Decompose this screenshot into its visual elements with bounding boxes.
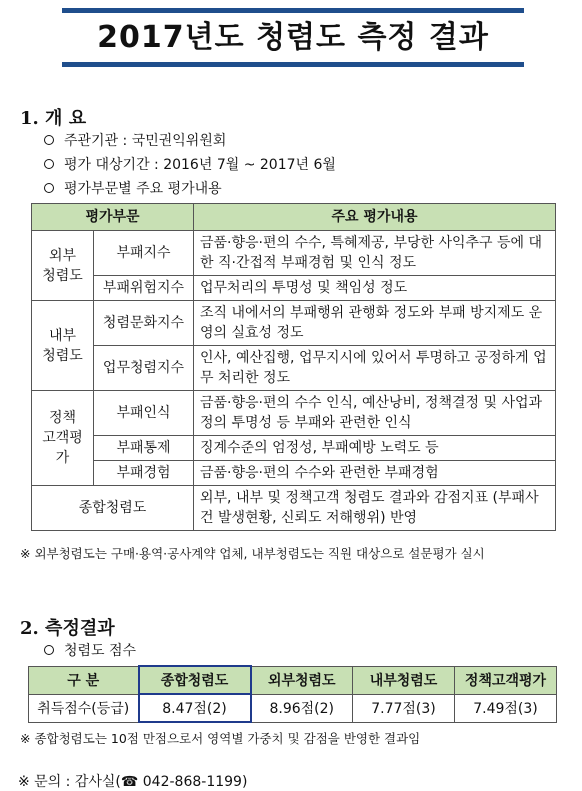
note-survey: ※ 외부청렴도는 구매·용역·공사계약 업체, 내부청렴도는 직원 대상으로 설문평가 실시 [20,546,485,561]
description: 징계수준의 엄정성, 부패예방 노력도 등 [194,436,556,461]
table-header-row [29,666,557,694]
evaluation-table [31,203,556,531]
item-text: 청렴도 점수 [64,643,137,659]
table-row [32,461,556,486]
table-header-row [32,204,556,231]
description: 조직 내에서의 부패행위 관행화 정도와 부패 방지제도 운영의 실효성 정도 [194,301,556,346]
total-category: 종합청렴도 [32,486,194,531]
title-rule-top [62,8,524,13]
score-external: 8.96점(2) [251,694,353,722]
section1-item-2 [44,154,336,174]
sub-category: 부패지수 [94,231,194,276]
group-external: 외부 청렴도 [32,231,94,301]
circle-bullet-icon [44,183,54,193]
row-label: 취득점수(등급) [29,694,139,722]
item-text: 평가부문별 주요 평가내용 [64,181,222,197]
item-text: 주관기관 : 국민권익위원회 [64,133,227,149]
header-category: 평가부문 [32,204,194,231]
section1-item-1 [44,130,226,150]
item-text: 평가 대상기간 : 2016년 7월 ~ 2017년 6월 [64,157,336,173]
circle-bullet-icon [44,159,54,169]
sub-category: 업무청렴지수 [94,346,194,391]
page-title: 2017년도 청렴도 측정 결과 [97,20,489,55]
description: 인사, 예산집행, 업무지시에 있어서 투명하고 공정하게 업무 처리한 정도 [194,346,556,391]
section2-heading: 2. 측정결과 [20,618,115,639]
section2-item [44,640,136,660]
table-row [32,301,556,346]
contact-info: ※ 문의 : 감사실(☎ 042-868-1199) [18,774,248,790]
description: 외부, 내부 및 정책고객 청렴도 결과와 감점지표 (부패사건 발생현황, 신뢰도 저해행위) 반영 [194,486,556,531]
sub-category: 부패경험 [94,461,194,486]
table-row [32,231,556,276]
sub-category: 부패위험지수 [94,276,194,301]
group-policy: 정책 고객평 가 [32,391,94,486]
header-external: 외부청렴도 [251,666,353,694]
score-policy: 7.49점(3) [455,694,557,722]
section1-item-3 [44,178,222,198]
description: 업무처리의 투명성 및 책임성 정도 [194,276,556,301]
group-internal: 내부 청렴도 [32,301,94,391]
table-row [32,436,556,461]
header-division: 구 분 [29,666,139,694]
table-row [32,346,556,391]
description: 금품·향응·편의 수수 인식, 예산낭비, 정책결정 및 사업과정의 투명성 등 부패와 관련한 인식 [194,391,556,436]
sub-category: 부패통제 [94,436,194,461]
note-score: ※ 종합청렴도는 10점 만점으로서 영역별 가중치 및 감점을 반영한 결과임 [20,731,421,746]
header-internal: 내부청렴도 [353,666,455,694]
table-row [32,486,556,531]
circle-bullet-icon [44,645,54,655]
header-policy: 정책고객평가 [455,666,557,694]
section1-heading: 1. 개 요 [20,108,87,129]
sub-category: 청렴문화지수 [94,301,194,346]
header-total: 종합청렴도 [139,666,251,694]
table-row [32,276,556,301]
score-table [28,665,557,723]
table-row [32,391,556,436]
score-total: 8.47점(2) [139,694,251,722]
description: 금품·향응·편의 수수, 특혜제공, 부당한 사익추구 등에 대한 직·간접적 부패경험 및 인식 정도 [194,231,556,276]
circle-bullet-icon [44,135,54,145]
score-internal: 7.77점(3) [353,694,455,722]
description: 금품·향응·편의 수수와 관련한 부패경험 [194,461,556,486]
table-row [29,694,557,722]
title-rule-bottom [62,62,524,67]
header-content: 주요 평가내용 [194,204,556,231]
sub-category: 부패인식 [94,391,194,436]
